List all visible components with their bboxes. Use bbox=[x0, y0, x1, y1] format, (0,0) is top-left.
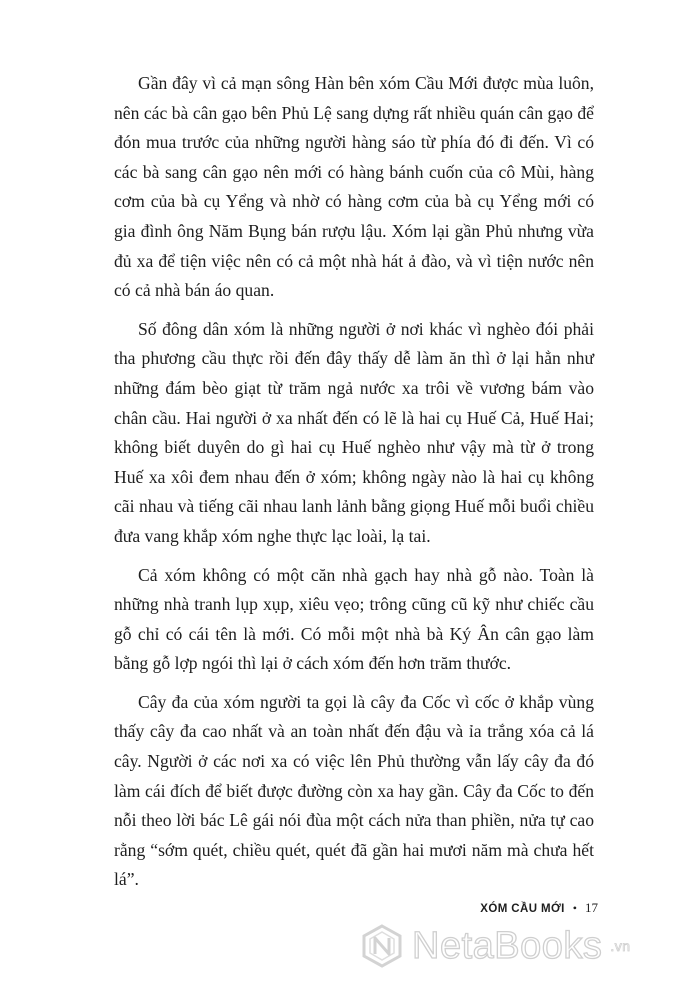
paragraph-3: Cả xóm không có một căn nhà gạch hay nhà gỗ nào. Toàn là những nhà tranh lụp xụp, xiêu vẹo; trông cũng cũ kỹ như chiếc cầu gỗ chỉ có cái tên là mới. Có mỗi một nhà bà Ký Ân cân gạo làm bằng gỗ lợp ngói thì lại ở cách xóm đến hơn trăm thước. bbox=[114, 564, 594, 674]
watermark-text: NetaBooks bbox=[412, 925, 603, 967]
page-body bbox=[114, 69, 594, 904]
watermark bbox=[360, 924, 631, 968]
paragraph-1: Gần đây vì cả mạn sông Hàn bên xóm Cầu Mới được mùa luôn, nên các bà cân gạo bên Phủ Lệ sang dựng rất nhiều quán cân gạo để đón mua trước của những người hàng sáo từ phía đó đi đến. Vì có các bà sang cân gạo nên mới có hàng bánh cuốn của cô Mùi, hàng cơm của bà cụ Yểng và nhờ có hàng cơm của bà cụ Yểng mới có gia đình ông Năm Bụng bán rượu lậu. Xóm lại gần Phủ nhưng vừa đủ xa để tiện việc nên có cả một nhà hát ả đào, và vì tiện nước nên có cả nhà bán áo quan. bbox=[114, 73, 594, 301]
running-title: XÓM CẦU MỚI bbox=[480, 903, 565, 915]
watermark-suffix: .vn bbox=[610, 938, 631, 954]
page-footer bbox=[480, 900, 598, 916]
page-number: 17 bbox=[585, 900, 598, 915]
netabooks-logo-icon bbox=[360, 924, 404, 968]
footer-separator: • bbox=[572, 901, 577, 915]
paragraph-4: Cây đa của xóm người ta gọi là cây đa Cốc vì cốc ở khắp vùng thấy cây đa cao nhất và an toàn nhất đến đậu và ỉa trắng xóa cả lá cây. Người ở các nơi xa có việc lên Phủ thường vẫn lấy cây đa đó làm cái đích để biết được đường còn xa hay gần. Cây đa Cốc to đến nỗi theo lời bác Lê gái nói đùa một cách nửa than phiền, nửa tự cao rằng “sớm quét, chiều quét, quét đã gần hai mươi năm mà chưa hết lá”. bbox=[114, 691, 594, 890]
paragraph-2: Số đông dân xóm là những người ở nơi khác vì nghèo đói phải tha phương cầu thực rồi đến đây thấy dễ làm ăn thì ở lại hẳn như những đám bèo giạt từ trăm ngả nước xa trôi về vương bám vào chân cầu. Hai người ở xa nhất đến có lẽ là hai cụ Huế Cả, Huế Hai; không biết duyên do gì hai cụ Huế nghèo như vậy mà từ ở trong Huế xa xôi đem nhau đến ở xóm; không ngày nào là hai cụ không cãi nhau và tiếng cãi nhau lanh lảnh bằng giọng Huế mỗi buổi chiều đưa vang khắp xóm nghe thực lạc loài, lạ tai. bbox=[114, 318, 594, 546]
